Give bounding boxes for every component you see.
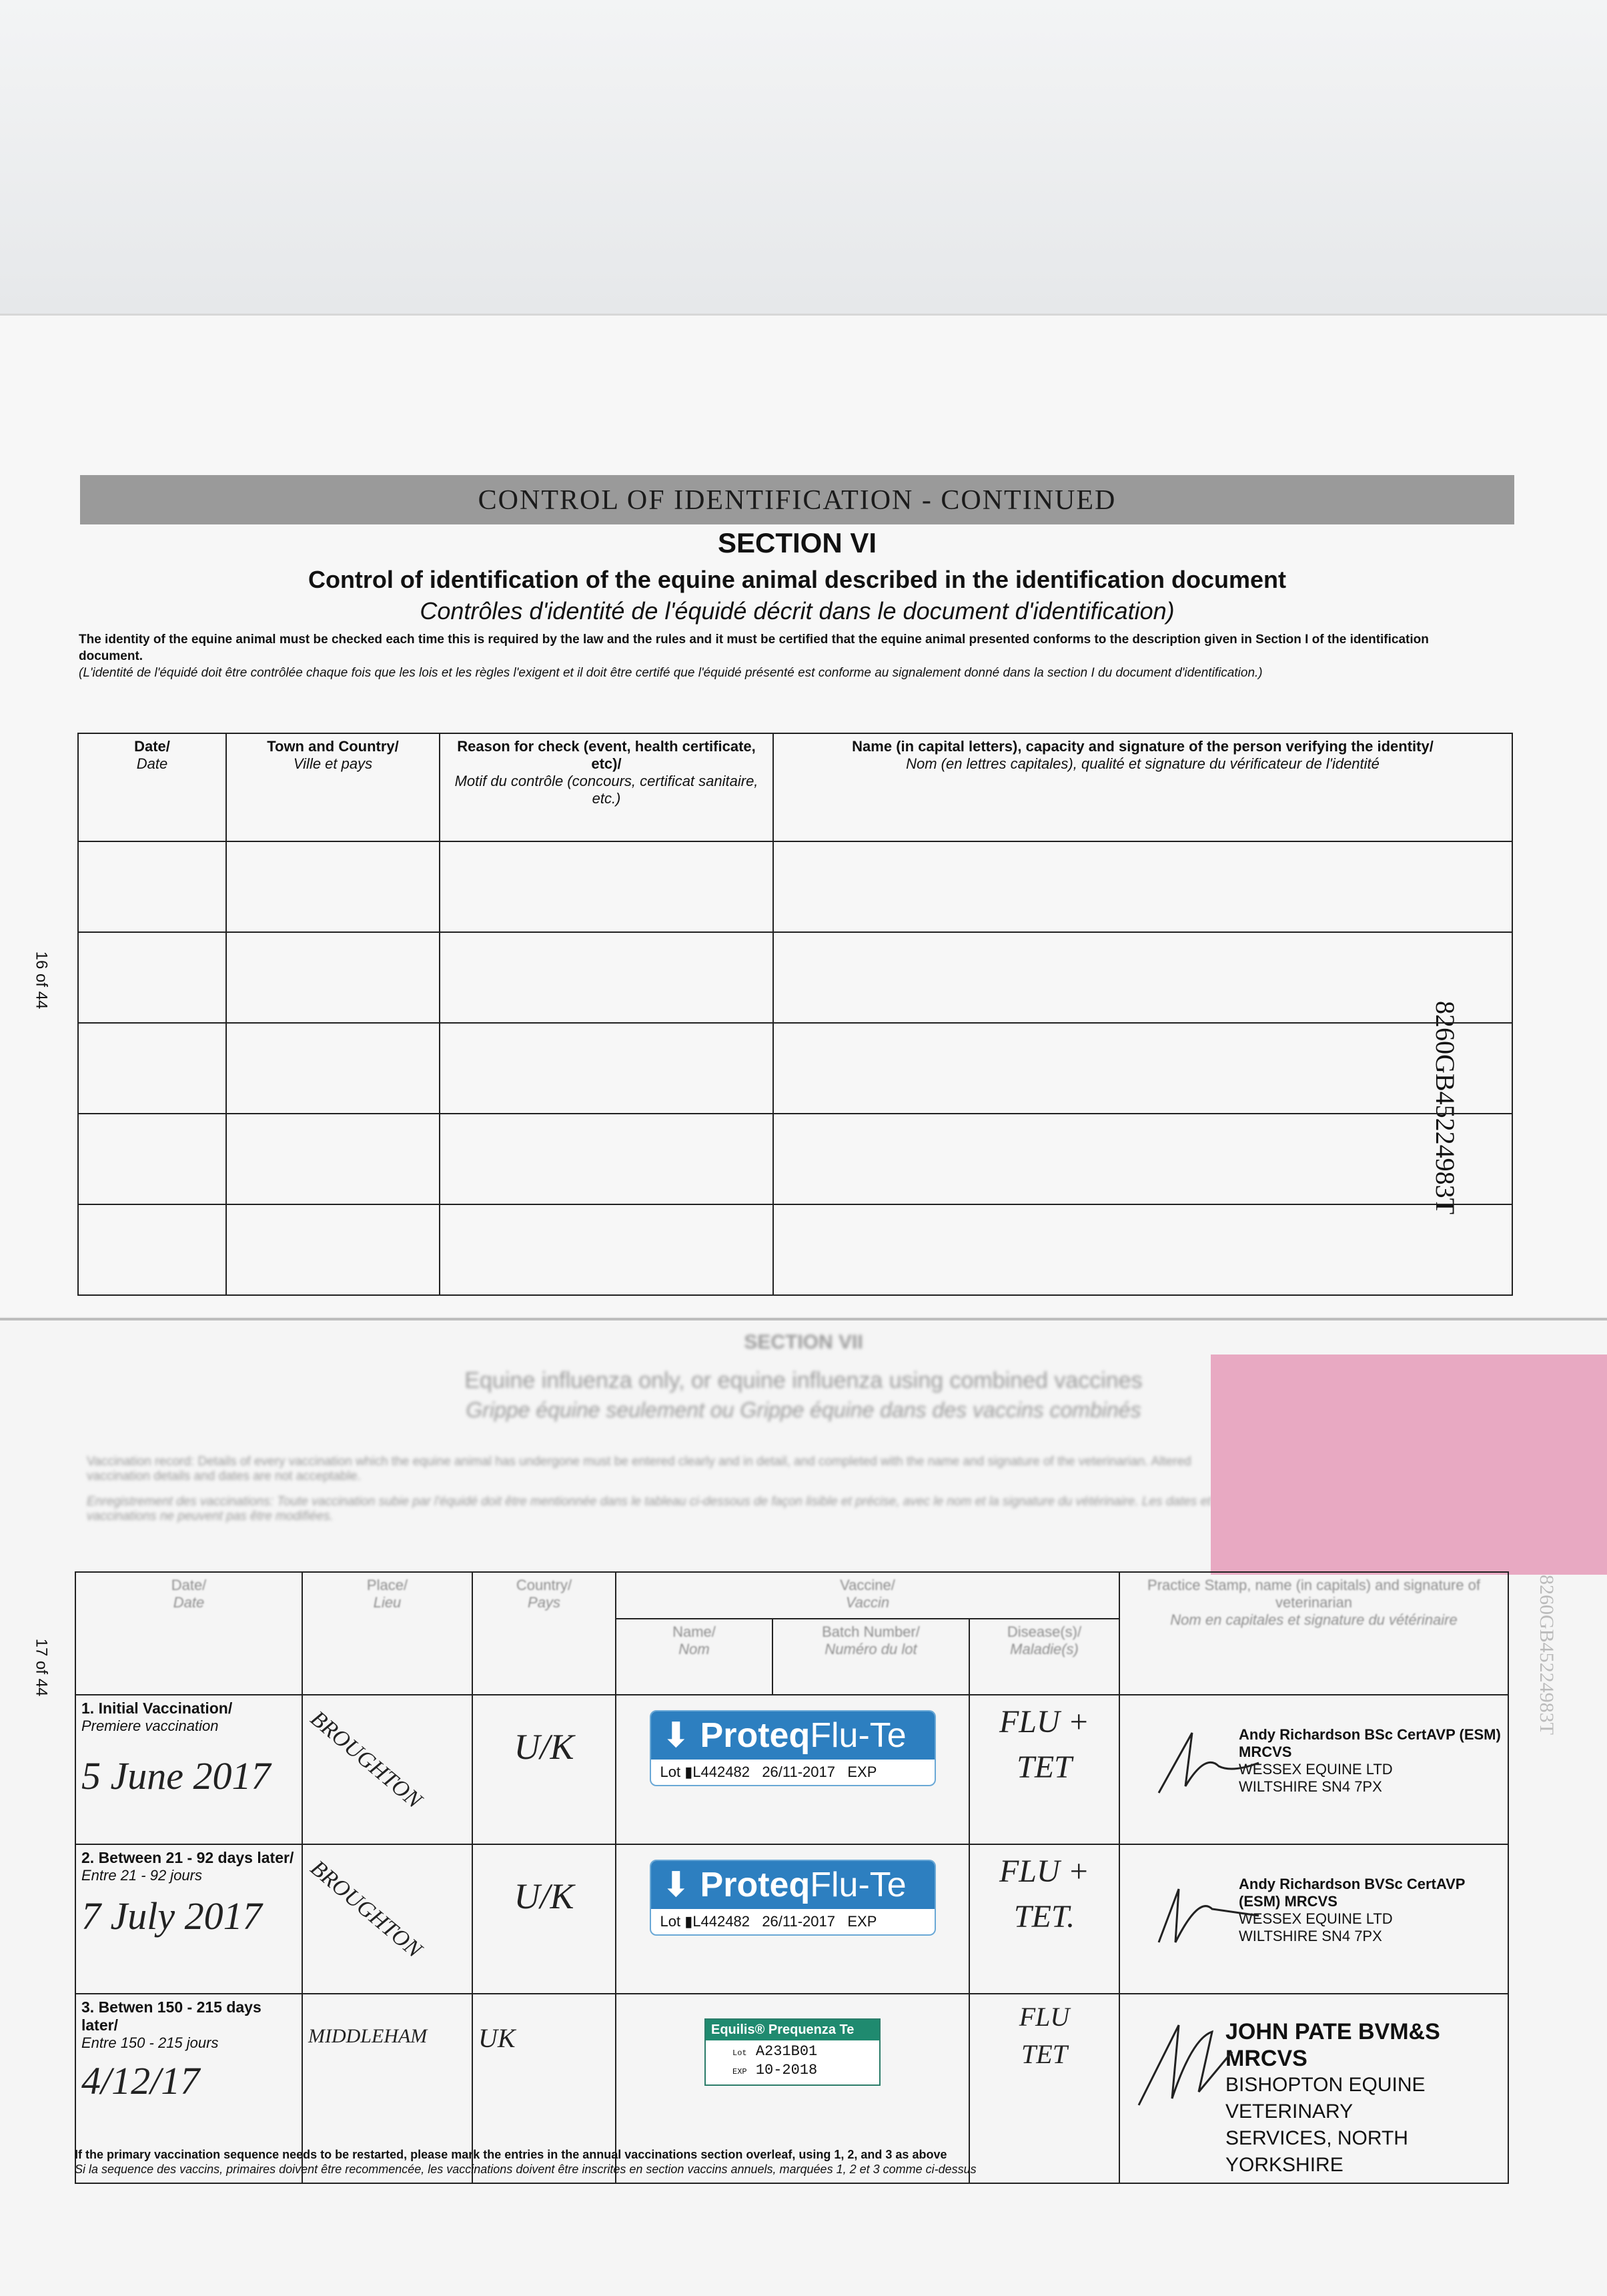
table-row xyxy=(78,841,1512,932)
handwritten-place: BROUGHTON xyxy=(306,1856,427,1963)
handwritten-country: U/K xyxy=(514,1876,574,1916)
empty-cell[interactable] xyxy=(773,932,1512,1023)
empty-cell[interactable] xyxy=(226,1023,440,1114)
country-cell[interactable] xyxy=(472,1844,616,1994)
vaccine-sticker-cell xyxy=(616,1844,969,1994)
header-reason: Reason for check (event, health certificate, etc)/ Motif du contrôle (concours, certificat sanitaire, etc.) xyxy=(440,733,773,841)
vaccine-lot-info: Lot ▮L442482 26/11-2017 EXP xyxy=(660,1913,877,1930)
sticky-note xyxy=(1211,1355,1607,1575)
handwritten-place: MIDDLEHAM xyxy=(308,2025,428,2047)
identification-check-table xyxy=(77,733,1513,1296)
signature-icon xyxy=(1152,1726,1265,1800)
empty-cell[interactable] xyxy=(226,1114,440,1204)
date-cell[interactable] xyxy=(75,1695,302,1844)
header-diseases: Disease(s)/ Maladie(s) xyxy=(969,1619,1119,1695)
empty-cell[interactable] xyxy=(440,1114,773,1204)
empty-cell[interactable] xyxy=(440,1204,773,1295)
vaccine-brand: ⬇ ProteqFlu-Te xyxy=(651,1711,935,1760)
header-batch-number: Batch Number/ Numéro du lot xyxy=(772,1619,969,1695)
vet-stamp: JOHN PATE BVM&S MRCVS BISHOPTON EQUINE VETERINARY SERVICES, NORTH YORKSHIRE xyxy=(1125,1998,1502,2179)
table-header-row xyxy=(78,733,1512,841)
signature-icon xyxy=(1132,2012,1239,2112)
empty-cell[interactable] xyxy=(773,841,1512,932)
table-header-row xyxy=(75,1572,1508,1619)
scanner-background xyxy=(0,0,1607,314)
table-row xyxy=(78,1204,1512,1295)
blurred-instruction: Vaccination record: Details of every vaccination which the equine animal has undergone must be entered clearly and in detail, and completed with the name and signature of the veterinarian. Altered vaccination details and dates are not acceptable. xyxy=(87,1455,1191,1483)
empty-cell[interactable] xyxy=(78,1204,226,1295)
country-cell[interactable] xyxy=(472,1695,616,1844)
vaccine-sticker xyxy=(650,1710,936,1786)
empty-cell[interactable] xyxy=(78,932,226,1023)
date-cell[interactable] xyxy=(75,1844,302,1994)
instruction-fr: (L'identité de l'équidé doit être contrôlée chaque fois que les lois et les règles l'exigent et il doit être certifé que l'équidé présenté est conforme au signalement donné dans la section I du document d'identification.) xyxy=(79,666,1263,680)
handwritten-date: 4/12/17 xyxy=(81,2059,200,2102)
section-title: SECTION VI xyxy=(717,527,877,558)
handwritten-disease: FLU TET xyxy=(1019,2002,1070,2069)
table-row xyxy=(75,1695,1508,1844)
instruction-en: The identity of the equine animal must be checked each time this is required by the law and the rules and it must be certified that the equine animal presented conforms to the description given in Section I of the identification document. xyxy=(79,633,1429,663)
empty-cell[interactable] xyxy=(226,932,440,1023)
empty-cell[interactable] xyxy=(78,1114,226,1204)
empty-cell[interactable] xyxy=(226,841,440,932)
vaccine-lot-info: Lot A231B01 EXP 10-2018 xyxy=(732,2043,818,2078)
vet-stamp-cell xyxy=(1119,1844,1508,1994)
blurred-subtitle-fr: Grippe équine seulement ou Grippe équine dans des vaccins combinés xyxy=(466,1398,1141,1422)
empty-cell[interactable] xyxy=(773,1114,1512,1204)
vaccination-table xyxy=(75,1571,1509,2184)
table-row xyxy=(78,932,1512,1023)
blurred-subtitle: Equine influenza only, or equine influenza using combined vaccines xyxy=(464,1368,1143,1393)
handwritten-disease: FLU + TET xyxy=(999,1704,1090,1785)
vaccine-sticker xyxy=(650,1860,936,1936)
section-subtitle-fr: Contrôles d'identité de l'équidé décrit dans le document d'identification) xyxy=(420,597,1175,625)
vaccine-sticker xyxy=(704,2018,881,2086)
blurred-instruction-fr: Enregistrement des vaccinations: Toute vaccination subie par l'équidé doit être mentionnée dans le tableau ci-dessous de façon lisible et précise, avec le nom et la signature du vétérinaire. Les dates et vaccinations ne peuvent pas être modifiées. xyxy=(87,1495,1211,1523)
empty-cell[interactable] xyxy=(226,1204,440,1295)
table-row xyxy=(78,1023,1512,1114)
section-banner xyxy=(80,475,1514,524)
empty-cell[interactable] xyxy=(440,841,773,932)
vet-stamp: Andy Richardson BVSc CertAVP (ESM) MRCVS WESSEX EQUINE LTD WILTSHIRE SN4 7PX xyxy=(1125,1849,1502,1945)
download-icon: ⬇ xyxy=(661,1716,691,1755)
vet-stamp-cell xyxy=(1119,1695,1508,1844)
vaccine-lot-info: Lot ▮L442482 26/11-2017 EXP xyxy=(660,1764,877,1780)
row-label: 3. Betwen 150 - 215 days later/ Entre 150 - 215 jours xyxy=(81,1998,261,2051)
page-number-17: 17 of 44 xyxy=(32,1638,51,1697)
empty-cell[interactable] xyxy=(78,841,226,932)
banner-title: CONTROL OF IDENTIFICATION - CONTINUED xyxy=(478,485,1117,516)
empty-cell[interactable] xyxy=(773,1204,1512,1295)
header-verifier: Name (in capital letters), capacity and signature of the person verifying the identity/ Nom (en lettres capitales), qualité et signature du vérificateur de l'identité xyxy=(773,733,1512,841)
footnote-en: If the primary vaccination sequence needs to be restarted, please mark the entries in the annual vaccinations section overleaf, using 1, 2, and 3 as above xyxy=(75,2148,947,2161)
footnote-fr: Si la sequence des vaccins, primaires doivent être recommencée, les vaccinations doivent être inscrites en section vaccins annuels, marquées 1, 2 et 3 comme ci-dessus xyxy=(75,2163,977,2176)
vaccine-sticker-cell xyxy=(616,1695,969,1844)
place-cell[interactable] xyxy=(302,1844,472,1994)
handwritten-disease: FLU + TET. xyxy=(999,1854,1090,1934)
header-place: Place/ Lieu xyxy=(302,1572,472,1695)
passport-serial-number-faint: 8260GB45224983T xyxy=(1536,1575,1558,1735)
empty-cell[interactable] xyxy=(773,1023,1512,1114)
handwritten-place: BROUGHTON xyxy=(306,1706,427,1814)
empty-cell[interactable] xyxy=(440,932,773,1023)
handwritten-country: U/K xyxy=(514,1727,574,1767)
place-cell[interactable] xyxy=(302,1695,472,1844)
handwritten-date: 7 July 2017 xyxy=(81,1894,262,1938)
header-country: Country/ Pays xyxy=(472,1572,616,1695)
table-row xyxy=(78,1114,1512,1204)
header-town-country: Town and Country/ Ville et pays xyxy=(226,733,440,841)
signature-icon xyxy=(1152,1876,1265,1949)
empty-cell[interactable] xyxy=(440,1023,773,1114)
footnote xyxy=(75,2147,1476,2177)
header-date: Date/ Date xyxy=(75,1572,302,1695)
blurred-section-title: SECTION VII xyxy=(744,1331,863,1353)
page-number-16: 16 of 44 xyxy=(32,951,51,1010)
section-subtitle-en: Control of identification of the equine animal described in the identification document xyxy=(308,566,1287,593)
handwritten-date: 5 June 2017 xyxy=(81,1754,271,1798)
header-vaccine: Vaccine/ Vaccin xyxy=(616,1572,1119,1619)
passport-serial-number: 8260GB45224983T xyxy=(1430,1001,1460,1214)
download-icon: ⬇ xyxy=(661,1866,691,1904)
row-label: 2. Between 21 - 92 days later/ Entre 21 - 92 jours xyxy=(81,1849,294,1884)
disease-cell[interactable] xyxy=(969,1695,1119,1844)
vaccine-brand: ⬇ ProteqFlu-Te xyxy=(651,1861,935,1909)
vaccine-brand: Equilis® Prequenza Te xyxy=(706,2020,879,2040)
handwritten-country: UK xyxy=(478,2023,516,2053)
vet-stamp: Andy Richardson BSc CertAVP (ESM) MRCVS WESSEX EQUINE LTD WILTSHIRE SN4 7PX xyxy=(1125,1699,1502,1796)
table-row xyxy=(75,1844,1508,1994)
disease-cell[interactable] xyxy=(969,1844,1119,1994)
header-vaccine-name: Name/ Nom xyxy=(616,1619,772,1695)
empty-cell[interactable] xyxy=(78,1023,226,1114)
row-label: 1. Initial Vaccination/ Premiere vaccination xyxy=(81,1699,233,1734)
header-date: Date/ Date xyxy=(78,733,226,841)
header-veterinarian: Practice Stamp, name (in capitals) and signature of veterinarian Nom en capitales et signature du vétérinaire xyxy=(1119,1572,1508,1695)
